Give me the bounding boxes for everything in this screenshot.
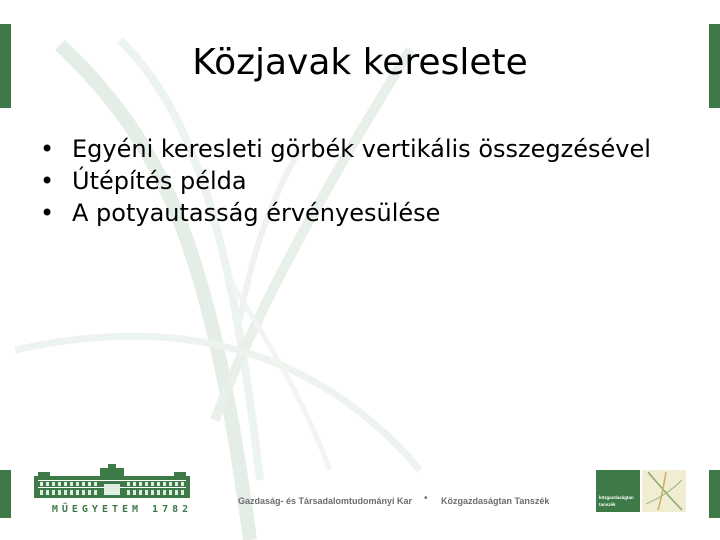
slide-title: Közjavak kereslete (192, 42, 528, 83)
bullet-list (36, 134, 656, 230)
university-logo (34, 464, 210, 516)
department-name: Közgazdaságtan Tanszék (441, 496, 550, 506)
department-logo-line1: közgazdaságtan (599, 495, 634, 500)
department-logo (596, 470, 640, 512)
bullet-text: A potyautasság érvényesülése (72, 198, 441, 227)
bullet-item (36, 198, 656, 230)
bullet-dot: • (40, 198, 55, 227)
department-logo-art (642, 470, 686, 512)
footer-separator: • (424, 493, 428, 504)
footer (0, 462, 720, 530)
faculty-name: Gazdaság- és Társadalomtudományi Kar (238, 496, 413, 506)
crossing-lines-icon (642, 470, 686, 512)
bullet-dot: • (40, 135, 55, 163)
bullet-item (36, 166, 656, 198)
bullet-text: Egyéni keresleti görbék vertikális összegzésével (72, 135, 651, 163)
university-building-icon (34, 464, 190, 498)
university-logo-caption: MŰEGYETEM 1782 (51, 504, 193, 515)
bullet-text: Útépítés példa (72, 166, 247, 195)
department-logo-line2: tanszék (599, 502, 616, 507)
bullet-item (36, 134, 656, 166)
bullet-dot: • (40, 166, 55, 195)
